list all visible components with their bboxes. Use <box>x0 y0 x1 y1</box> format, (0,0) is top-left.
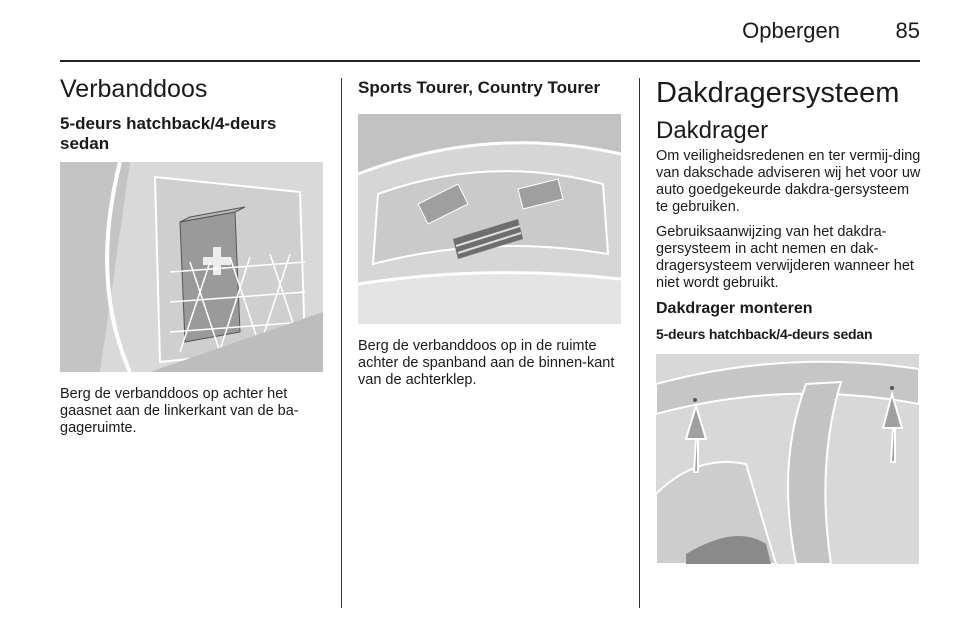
page-header-title: Opbergen <box>742 18 840 43</box>
roof-rack-mounting-points-illustration <box>656 354 919 564</box>
section-heading-first-aid: Verbanddoos <box>60 75 208 103</box>
header-divider <box>60 60 920 62</box>
column-first-aid <box>60 70 325 445</box>
subheading-hatchback-sedan: 5-deurs hatchback/4-deurs sedan <box>60 113 277 153</box>
subheading-sports-tourer: Sports Tourer, Country Tourer <box>358 78 601 97</box>
paragraph-usage-instructions: Gebruiksaanwijzing van het dakdra-gersysteem in acht nemen en dak-dragersysteem verwijderen wanneer het niet wordt gebruikt. <box>656 224 914 292</box>
subheading-roof-rack: Dakdrager <box>656 116 769 144</box>
subheading-mounting-roof-rack: Dakdrager monteren <box>656 300 813 318</box>
caption-first-aid-tourer: Berg de verbanddoos op in de ruimte achter de spanband aan de binnen-kant van de achterklep. <box>358 338 615 389</box>
caption-first-aid-hatchback: Berg de verbanddoos op achter het gaasnet aan de linkerkant van de ba-gageruimte. <box>60 386 299 437</box>
column-roof-rack <box>656 70 921 564</box>
first-aid-kit-in-trunk-illustration <box>60 162 323 372</box>
tailgate-strap-illustration <box>358 114 621 324</box>
column-divider-2 <box>639 78 640 608</box>
column-sports-tourer <box>358 70 623 397</box>
variant-label-hatchback-sedan: 5-deurs hatchback/4-deurs sedan <box>656 326 873 343</box>
column-divider-1 <box>341 78 342 608</box>
page-number: 85 <box>895 18 920 43</box>
paragraph-safety-advice: Om veiligheidsredenen en ter vermij-ding van dakschade adviseren wij het voor uw auto goedgekeurde dakdra-gersysteem te gebruiken. <box>656 148 921 216</box>
section-heading-roof-rack-system: Dakdragersysteem <box>656 77 900 109</box>
